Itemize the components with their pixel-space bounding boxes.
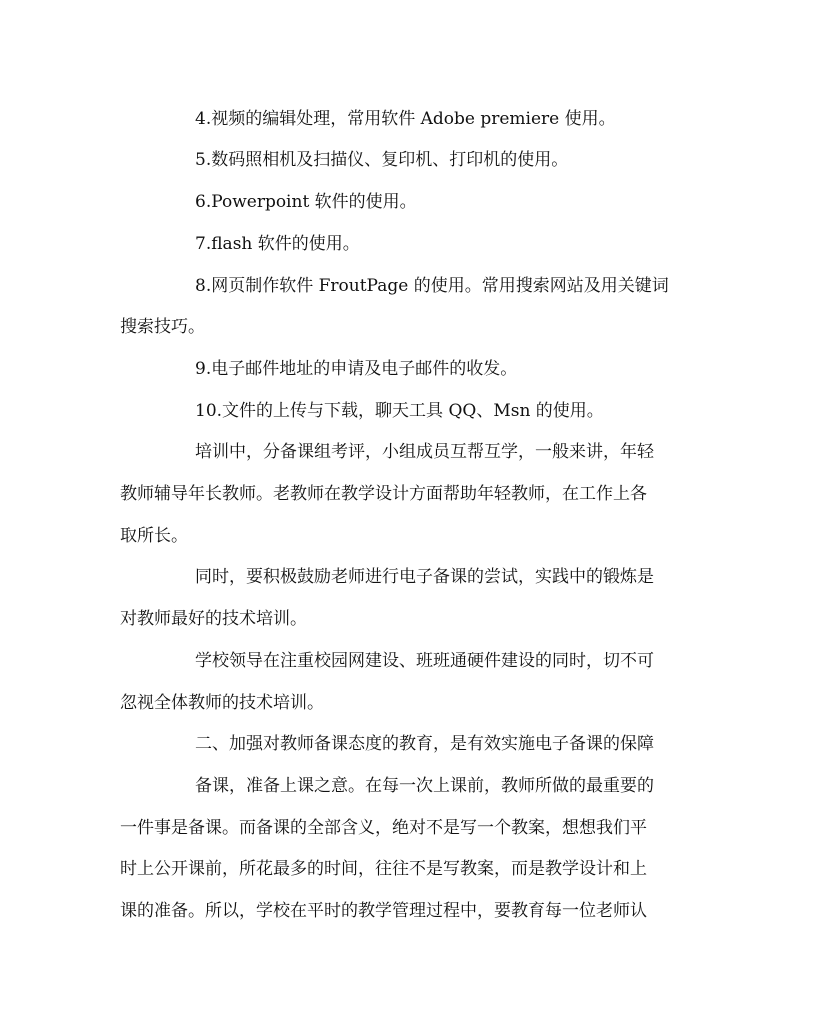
- text-line: 6.Powerpoint 软件的使用。: [195, 192, 417, 212]
- text-line: 搜索技巧。: [120, 317, 205, 337]
- text-line: 5.数码照相机及扫描仪、复印机、打印机的使用。: [195, 150, 569, 170]
- text-line: 学校领导在注重校园网建设、班班通硬件建设的同时，切不可: [195, 651, 654, 671]
- text-line: 10.文件的上传与下载，聊天工具 QQ、Msn 的使用。: [195, 401, 604, 421]
- text-line: 对教师最好的技术培训。: [120, 609, 307, 629]
- text-line: 教师辅导年长教师。老教师在教学设计方面帮助年轻教师，在工作上各: [120, 484, 647, 504]
- text-line: 培训中，分备课组考评，小组成员互帮互学，一般来讲，年轻: [195, 442, 654, 462]
- text-line: 备课，准备上课之意。在每一次上课前，教师所做的最重要的: [195, 776, 654, 796]
- text-line: 7.flash 软件的使用。: [195, 234, 360, 254]
- text-line: 忽视全体教师的技术培训。: [120, 693, 324, 713]
- text-line: 取所长。: [120, 526, 188, 546]
- text-line: 时上公开课前，所花最多的时间，往往不是写教案，而是教学设计和上: [120, 859, 647, 879]
- text-line: 二、加强对教师备课态度的教育，是有效实施电子备课的保障: [195, 734, 654, 754]
- text-line: 9.电子邮件地址的申请及电子邮件的收发。: [195, 359, 518, 379]
- text-line: 同时，要积极鼓励老师进行电子备课的尝试，实践中的锻炼是: [195, 567, 654, 587]
- text-line: 一件事是备课。而备课的全部含义，绝对不是写一个教案，想想我们平: [120, 818, 647, 838]
- text-line: 8.网页制作软件 FroutPage 的使用。常用搜索网站及用关键词: [195, 276, 669, 296]
- text-line: 4.视频的编辑处理，常用软件 Adobe premiere 使用。: [195, 109, 616, 129]
- text-line: 课的准备。所以，学校在平时的教学管理过程中，要教育每一位老师认: [120, 901, 647, 921]
